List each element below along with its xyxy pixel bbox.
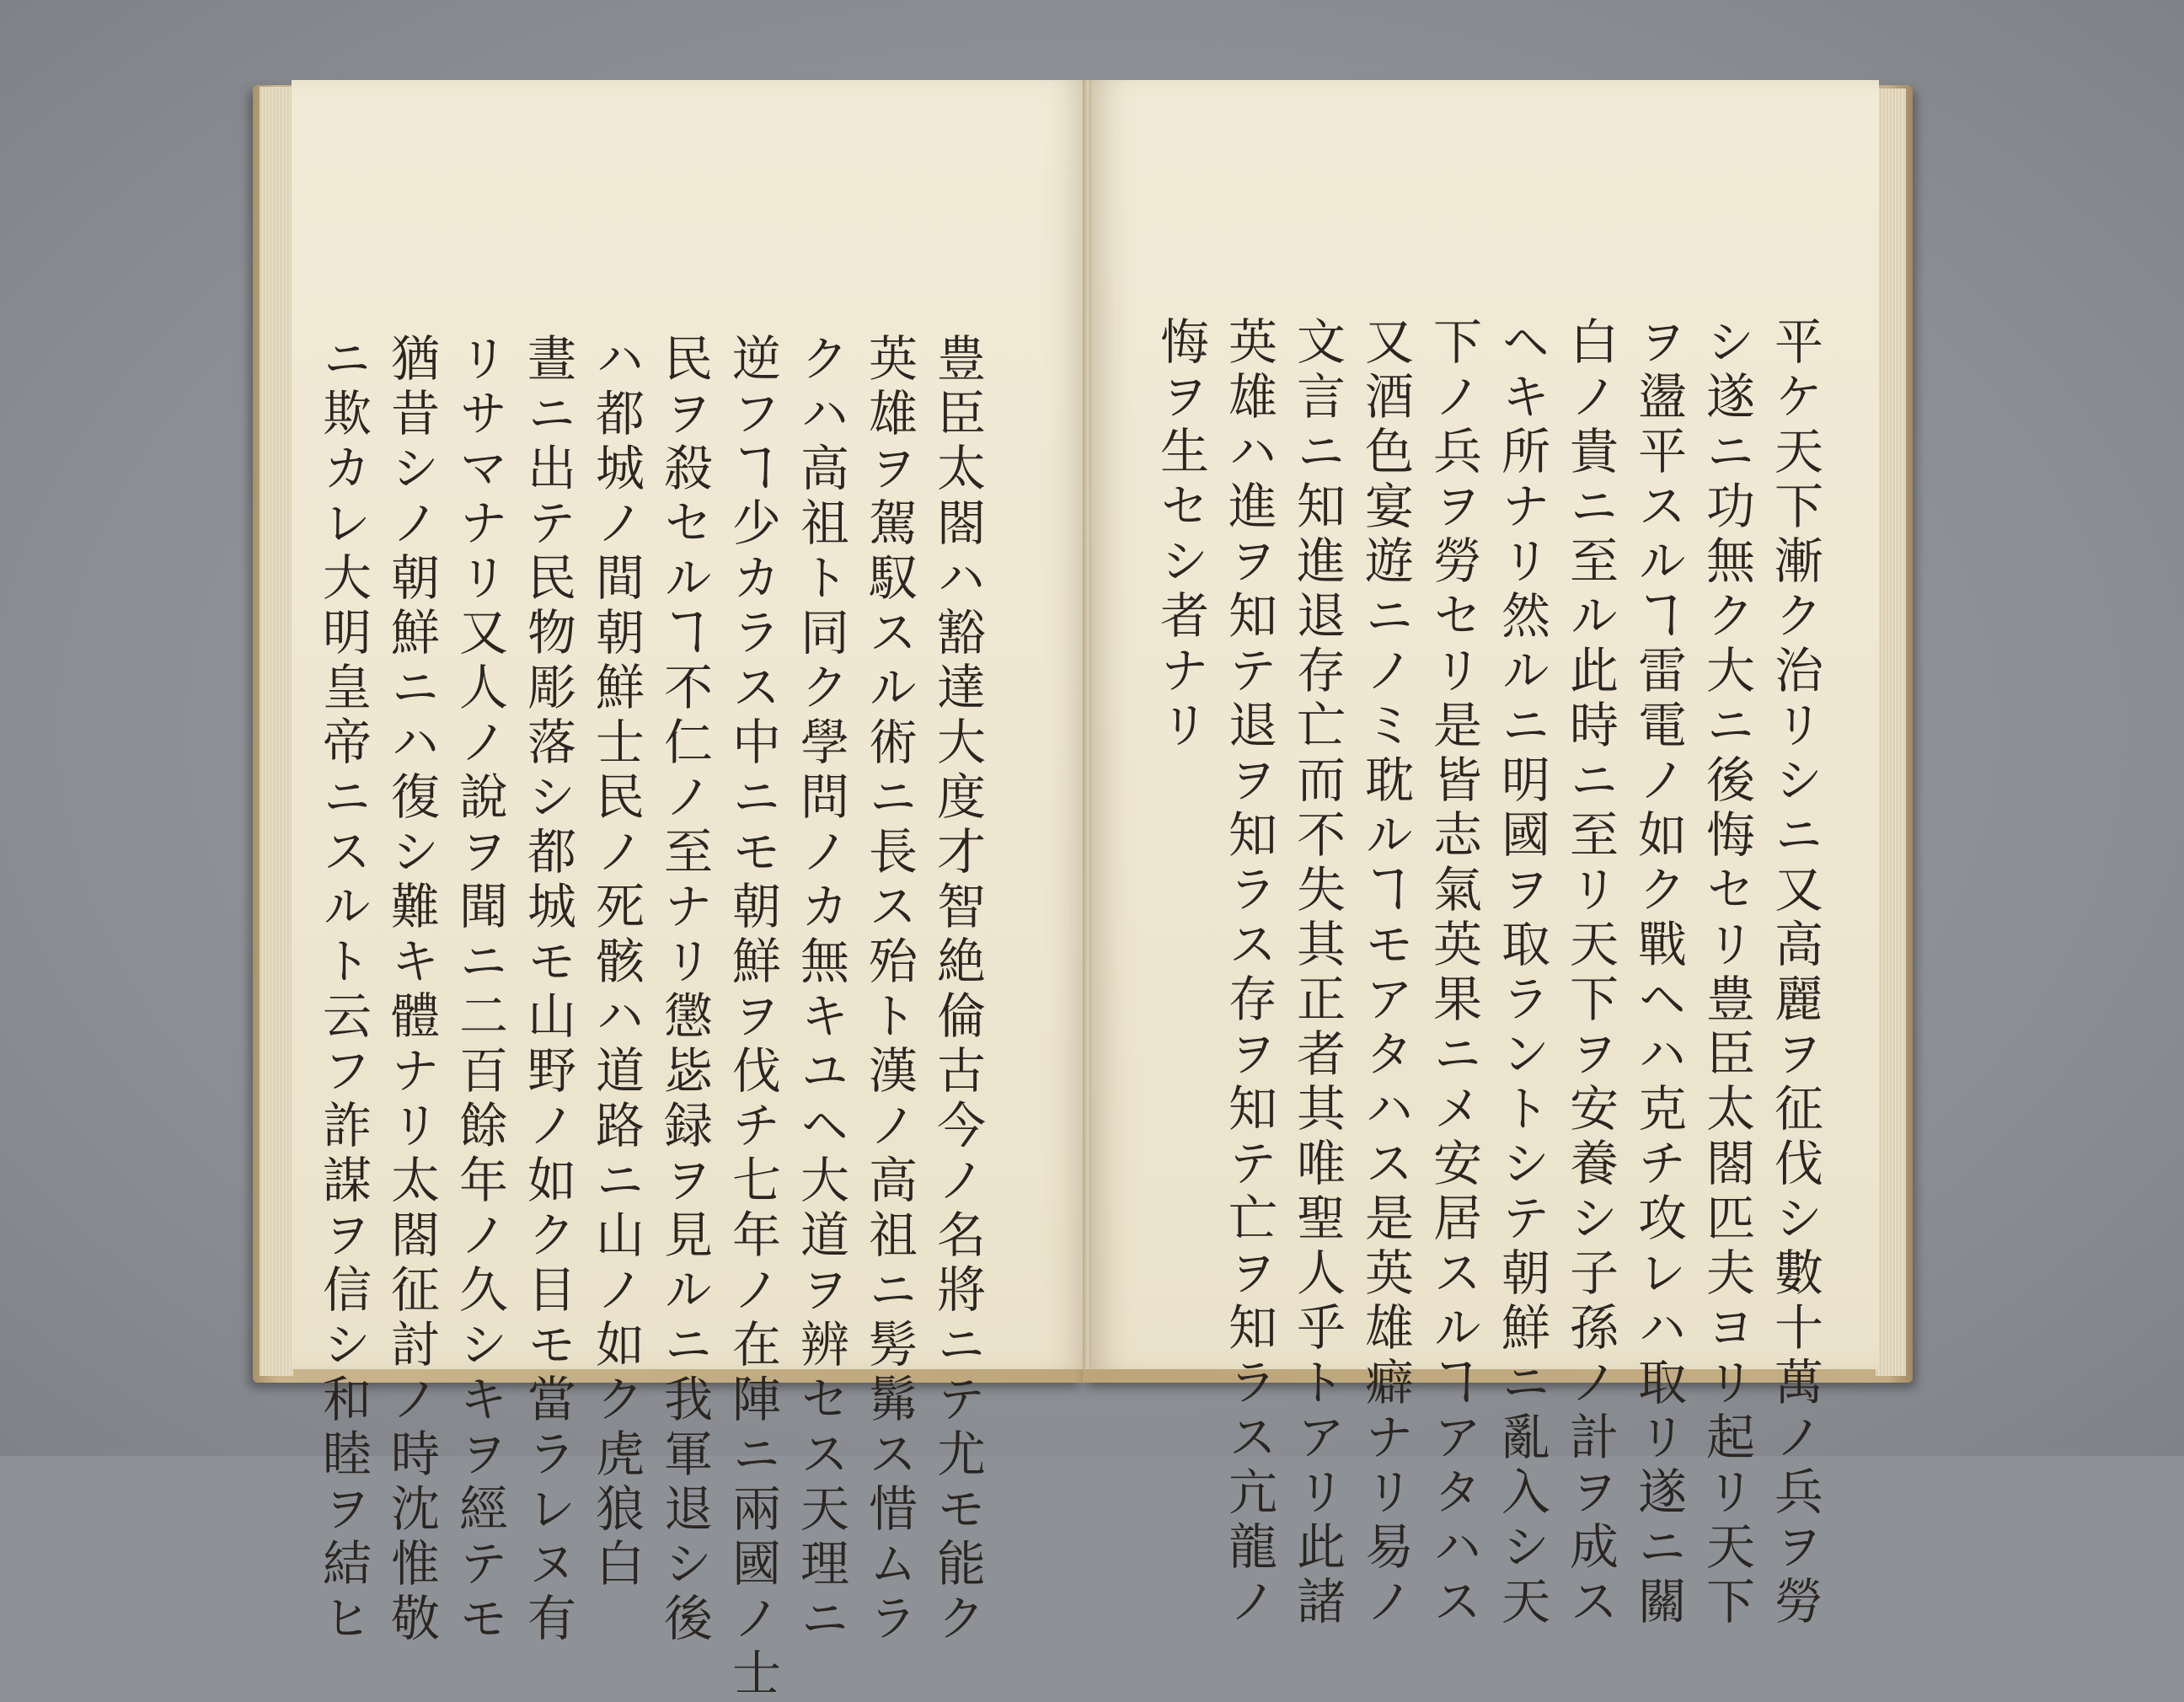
text-column: 英雄ヲ駕馭スル術ニ長ス殆ト漢ノ高祖ニ髣髴ス惜ムラ: [860, 333, 918, 1647]
text-column: シ遂ニ功無ク大ニ後悔セリ豊臣太閤匹夫ヨリ起リ天下: [1698, 316, 1755, 1630]
text-column: ニ欺カレ大明皇帝ニスルト云フ詐謀ヲ信シ和睦ヲ結ヒ: [314, 333, 372, 1647]
text-column: ヘキ所ナリ然ルニ明國ヲ取ラントシテ朝鮮ニ亂入シ天: [1493, 316, 1550, 1630]
text-column: 豊臣太閤ハ豁達大度才智絶倫古今ノ名將ニテ尤モ能ク: [929, 333, 986, 1647]
left-page: [292, 80, 1088, 1702]
text-column: 平ケ天下漸ク治リシニ又高麗ヲ征伐シ數十萬ノ兵ヲ勞: [1766, 316, 1823, 1630]
text-column: ハ都城ノ間朝鮮士民ノ死骸ハ道路ニ山ノ如ク虎狼白: [587, 333, 645, 1592]
text-column: クハ高祖ト同ク學問ノカ無キユヘ大道ヲ辨セス天理ニ: [792, 333, 849, 1647]
page-edges-left: [260, 87, 293, 1376]
open-book: [253, 80, 1913, 1702]
text-column: 下ノ兵ヲ勞セリ是皆志氣英果ニメ安居スルヿアタハス: [1425, 316, 1482, 1630]
text-column: 逆フヿ少カラス中ニモ朝鮮ヲ伐チ七年ノ在陣ニ兩國ノ士: [724, 333, 781, 1702]
page-edges-right: [1876, 88, 1906, 1376]
text-column: 晝ニ出テ民物彫落シ都城モ山野ノ如ク目モ當ラレヌ有: [519, 333, 576, 1647]
text-column: 民ヲ殺セルヿ不仁ノ至ナリ懲毖録ヲ見ルニ我軍退シ後: [656, 333, 713, 1647]
text-column: ヲ盪平スルヿ雷電ノ如ク戰ヘハ克チ攻レハ取リ遂ニ關: [1630, 316, 1687, 1630]
text-column: 白ノ貴ニ至ル此時ニ至リ天下ヲ安養シ子孫ノ計ヲ成ス: [1561, 316, 1619, 1630]
right-page: [1091, 80, 1879, 1630]
text-column: 文言ニ知進退存亡而不失其正者其唯聖人乎トアリ此諸: [1288, 316, 1346, 1630]
left-page-text: [314, 333, 991, 1702]
text-column: 英雄ハ進ヲ知テ退ヲ知ラス存ヲ知テ亡ヲ知ラス亢龍ノ: [1220, 316, 1277, 1630]
text-column: リサマナリ又人ノ說ヲ聞ニ二百餘年ノ久シキヲ經テモ: [451, 333, 508, 1647]
text-column: 悔ヲ生セシ者ナリ: [1152, 316, 1209, 754]
text-column: 又酒色宴遊ニノミ耽ルヿモアタハス是英雄癖ナリ易ノ: [1357, 316, 1414, 1630]
right-page-text: [1152, 316, 1828, 1630]
text-column: 猶昔シノ朝鮮ニハ復シ難キ體ナリ太閤征討ノ時沈惟敬: [383, 333, 440, 1647]
